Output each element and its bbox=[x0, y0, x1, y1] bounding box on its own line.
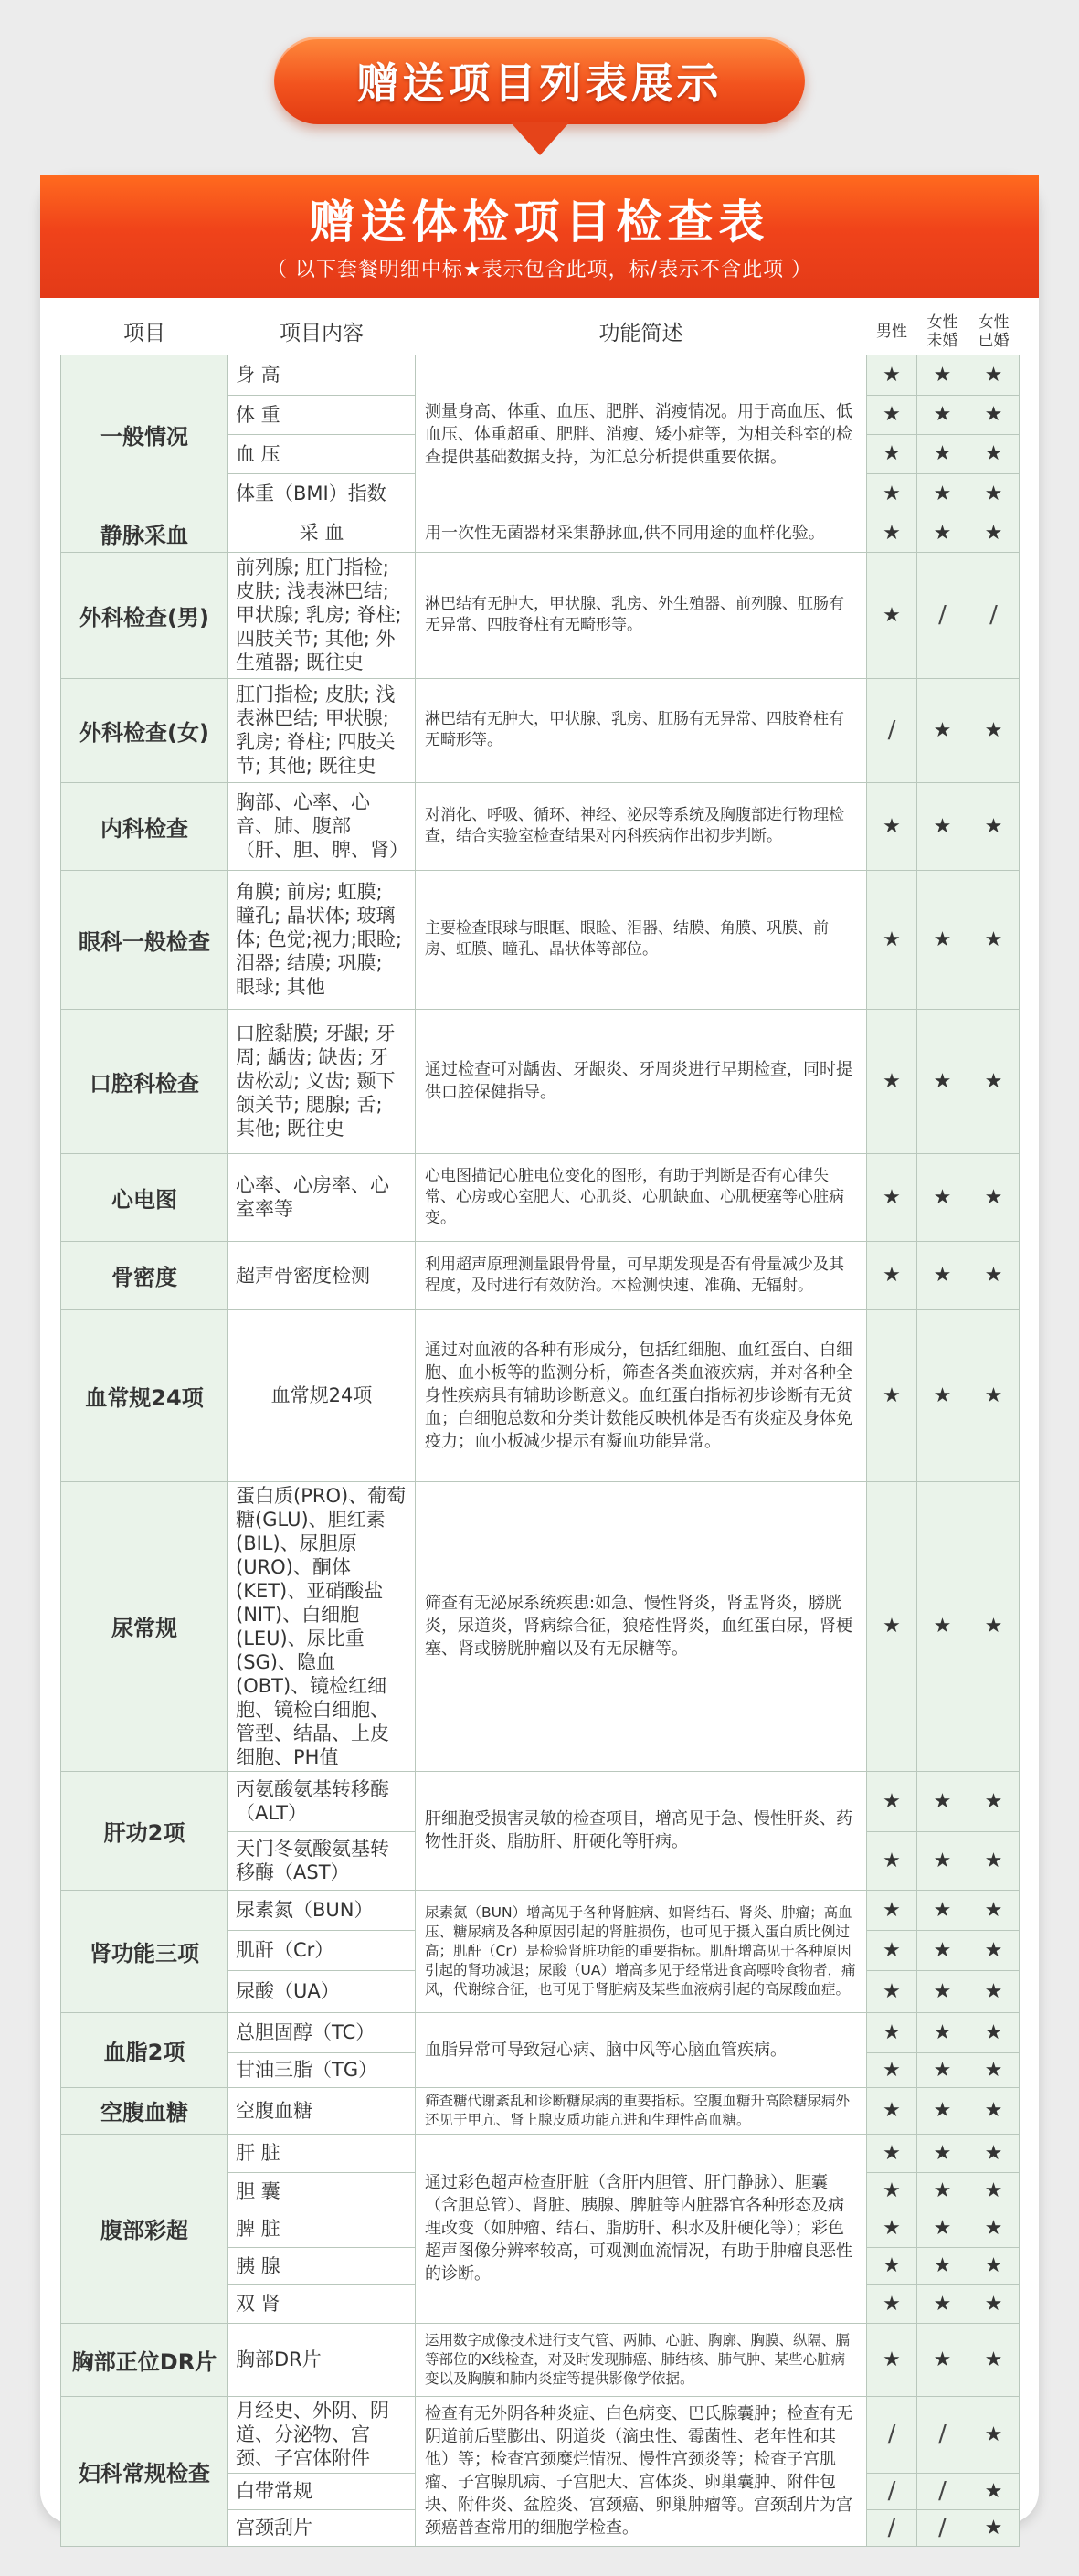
item-cell: 胸部、心率、心音、肺、腹部（肝、胆、脾、肾） bbox=[228, 782, 416, 870]
mark-male: ★ bbox=[867, 2323, 917, 2396]
description-cell: 通过检查可对龋齿、牙龈炎、牙周炎进行早期检查，同时提供口腔保健指导。 bbox=[416, 1009, 867, 1153]
mark-male: ★ bbox=[867, 1970, 917, 2012]
category-cell: 尿常规 bbox=[61, 1481, 228, 1771]
mark-male: ★ bbox=[867, 473, 917, 514]
mark-female-married: ★ bbox=[968, 2247, 1020, 2284]
item-cell: 宫颈刮片 bbox=[228, 2509, 416, 2546]
item-cell: 血 压 bbox=[228, 434, 416, 473]
item-cell: 心率、心房率、心室率等 bbox=[228, 1153, 416, 1241]
mark-male: ★ bbox=[867, 2247, 917, 2284]
mark-female-unmarried: ★ bbox=[917, 2052, 968, 2087]
mark-female-unmarried: ★ bbox=[917, 1831, 968, 1890]
mark-female-married: ★ bbox=[968, 2134, 1020, 2172]
mark-male: ★ bbox=[867, 1241, 917, 1309]
table-row bbox=[61, 782, 1020, 870]
mark-female-married: ★ bbox=[968, 2473, 1020, 2509]
description-cell: 淋巴结有无肿大，甲状腺、乳房、外生殖器、前列腺、肛肠有无异常、四肢脊柱有无畸形等。 bbox=[416, 552, 867, 678]
description-cell: 心电图描记心脏电位变化的图形，有助于判断是否有心律失常、心房或心室肥大、心肌炎、心肌缺血、心肌梗塞等心脏病变。 bbox=[416, 1153, 867, 1241]
mark-male: ★ bbox=[867, 1153, 917, 1241]
mark-male: / bbox=[867, 2396, 917, 2473]
mark-female-married: ★ bbox=[968, 2012, 1020, 2052]
table-row bbox=[61, 1890, 1020, 1930]
mark-male: ★ bbox=[867, 2284, 917, 2323]
category-cell: 心电图 bbox=[61, 1153, 228, 1241]
header-male: 男性 bbox=[867, 309, 917, 355]
header-female-unmarried bbox=[917, 309, 968, 355]
mark-female-married: ★ bbox=[968, 2052, 1020, 2087]
header-female-married bbox=[968, 309, 1020, 355]
table-row bbox=[61, 514, 1020, 552]
category-cell: 口腔科检查 bbox=[61, 1009, 228, 1153]
mark-female-unmarried: / bbox=[917, 2396, 968, 2473]
table-row bbox=[61, 1771, 1020, 1831]
table-row bbox=[61, 2134, 1020, 2172]
mark-male: ★ bbox=[867, 1930, 917, 1970]
mark-male: ★ bbox=[867, 2172, 917, 2210]
mark-female-unmarried: ★ bbox=[917, 1771, 968, 1831]
mark-female-unmarried: ★ bbox=[917, 2134, 968, 2172]
title-banner bbox=[274, 37, 805, 124]
mark-female-unmarried: / bbox=[917, 2473, 968, 2509]
mark-female-married: ★ bbox=[968, 782, 1020, 870]
mark-female-unmarried: ★ bbox=[917, 2323, 968, 2396]
item-cell: 丙氨酸氨基转移酶（ALT） bbox=[228, 1771, 416, 1831]
table-row bbox=[61, 355, 1020, 395]
mark-female-married: ★ bbox=[968, 473, 1020, 514]
category-cell: 空腹血糖 bbox=[61, 2087, 228, 2134]
category-cell: 静脉采血 bbox=[61, 514, 228, 552]
mark-female-unmarried: ★ bbox=[917, 2172, 968, 2210]
mark-male: / bbox=[867, 2473, 917, 2509]
mark-male: ★ bbox=[867, 355, 917, 395]
table-body bbox=[61, 355, 1020, 2546]
card-header bbox=[40, 175, 1039, 298]
mark-female-married: ★ bbox=[968, 1153, 1020, 1241]
description-cell: 筛查糖代谢紊乱和诊断糖尿病的重要指标。空腹血糖升高除糖尿病外还见于甲亢、肾上腺皮质功能亢进和生理性高血糖。 bbox=[416, 2087, 867, 2134]
item-cell: 采 血 bbox=[228, 514, 416, 552]
item-cell: 肝 脏 bbox=[228, 2134, 416, 2172]
mark-female-married: ★ bbox=[968, 2172, 1020, 2210]
mark-female-unmarried: ★ bbox=[917, 2210, 968, 2247]
mark-female-unmarried: ★ bbox=[917, 434, 968, 473]
category-cell: 一般情况 bbox=[61, 355, 228, 514]
description-cell: 筛查有无泌尿系统疾患:如急、慢性肾炎，肾盂肾炎，膀胱炎，尿道炎，肾病综合征，狼疮性肾炎，血红蛋白尿，肾梗塞、肾或膀胱肿瘤以及有无尿糖等。 bbox=[416, 1481, 867, 1771]
mark-male: ★ bbox=[867, 2012, 917, 2052]
mark-female-married: ★ bbox=[968, 1009, 1020, 1153]
mark-male: ★ bbox=[867, 870, 917, 1009]
header-project: 项目 bbox=[61, 309, 228, 355]
mark-male: ★ bbox=[867, 2052, 917, 2087]
item-cell: 胸部DR片 bbox=[228, 2323, 416, 2396]
category-cell: 外科检查(女) bbox=[61, 678, 228, 782]
item-cell: 超声骨密度检测 bbox=[228, 1241, 416, 1309]
mark-female-unmarried: ★ bbox=[917, 1009, 968, 1153]
mark-male: ★ bbox=[867, 2210, 917, 2247]
mark-male: ★ bbox=[867, 782, 917, 870]
card-title: 赠送体检项目检查表 bbox=[309, 196, 770, 249]
mark-female-married: ★ bbox=[968, 2087, 1020, 2134]
category-cell: 血脂2项 bbox=[61, 2012, 228, 2087]
mark-female-married: ★ bbox=[968, 2396, 1020, 2473]
item-cell: 体 重 bbox=[228, 395, 416, 434]
table-row bbox=[61, 552, 1020, 678]
mark-female-unmarried: / bbox=[917, 552, 968, 678]
mark-female-married: / bbox=[968, 552, 1020, 678]
mark-female-unmarried: ★ bbox=[917, 1241, 968, 1309]
mark-female-married: ★ bbox=[968, 2509, 1020, 2546]
table-row bbox=[61, 2323, 1020, 2396]
mark-male: ★ bbox=[867, 1309, 917, 1481]
table-row bbox=[61, 1481, 1020, 1771]
mark-female-unmarried: ★ bbox=[917, 1890, 968, 1930]
table-row bbox=[61, 1153, 1020, 1241]
item-cell: 白带常规 bbox=[228, 2473, 416, 2509]
mark-female-unmarried: ★ bbox=[917, 2012, 968, 2052]
mark-female-married: ★ bbox=[968, 2323, 1020, 2396]
item-cell: 身 高 bbox=[228, 355, 416, 395]
category-cell: 外科检查(男) bbox=[61, 552, 228, 678]
mark-female-married: ★ bbox=[968, 1481, 1020, 1771]
header-desc: 功能简述 bbox=[416, 309, 867, 355]
header-female-married-text: 女性已婚 bbox=[978, 313, 1010, 350]
item-cell: 口腔黏膜; 牙龈; 牙周; 龋齿; 缺齿; 牙齿松动; 义齿; 颞下颌关节; 腮腺; 舌; 其他; 既往史 bbox=[228, 1009, 416, 1153]
mark-male: ★ bbox=[867, 1009, 917, 1153]
mark-female-unmarried: ★ bbox=[917, 1970, 968, 2012]
table-row bbox=[61, 1241, 1020, 1309]
banner-text: 赠送项目列表展示 bbox=[356, 58, 723, 108]
mark-female-married: ★ bbox=[968, 1771, 1020, 1831]
item-cell: 总胆固醇（TC） bbox=[228, 2012, 416, 2052]
mark-female-married: ★ bbox=[968, 1831, 1020, 1890]
category-cell: 肾功能三项 bbox=[61, 1890, 228, 2012]
mark-male: ★ bbox=[867, 2087, 917, 2134]
mark-female-married: ★ bbox=[968, 2284, 1020, 2323]
mark-female-unmarried: ★ bbox=[917, 355, 968, 395]
mark-male: ★ bbox=[867, 434, 917, 473]
mark-female-unmarried: ★ bbox=[917, 1153, 968, 1241]
description-cell: 用一次性无菌器材采集静脉血,供不同用途的血样化验。 bbox=[416, 514, 867, 552]
mark-female-married: ★ bbox=[968, 514, 1020, 552]
category-cell: 内科检查 bbox=[61, 782, 228, 870]
item-cell: 甘油三脂（TG） bbox=[228, 2052, 416, 2087]
mark-female-married: ★ bbox=[968, 395, 1020, 434]
description-cell: 对消化、呼吸、循环、神经、泌尿等系统及胸腹部进行物理检查，结合实验室检查结果对内科疾病作出初步判断。 bbox=[416, 782, 867, 870]
item-cell: 胰 腺 bbox=[228, 2247, 416, 2284]
item-cell: 月经史、外阴、阴道、分泌物、宫颈、子宫体附件 bbox=[228, 2396, 416, 2473]
category-cell: 妇科常规检查 bbox=[61, 2396, 228, 2546]
mark-female-married: ★ bbox=[968, 1241, 1020, 1309]
card-subtitle: （ 以下套餐明细中标★表示包含此项，标/表示不含此项 ） bbox=[266, 259, 813, 281]
item-cell: 脾 脏 bbox=[228, 2210, 416, 2247]
mark-female-unmarried: ★ bbox=[917, 2247, 968, 2284]
description-cell: 淋巴结有无肿大，甲状腺、乳房、肛肠有无异常、四肢脊柱有无畸形等。 bbox=[416, 678, 867, 782]
item-cell: 胆 囊 bbox=[228, 2172, 416, 2210]
mark-female-unmarried: ★ bbox=[917, 2284, 968, 2323]
header-female-unmarried-text: 女性未婚 bbox=[926, 313, 958, 350]
mark-female-unmarried: ★ bbox=[917, 395, 968, 434]
item-cell: 角膜; 前房; 虹膜; 瞳孔; 晶状体; 玻璃体; 色觉;视力;眼睑;泪器; 结膜; 巩膜; 眼球; 其他 bbox=[228, 870, 416, 1009]
item-cell: 蛋白质(PRO)、葡萄糖(GLU)、胆红素(BIL)、尿胆原(URO)、酮体(KET)、亚硝酸盐(NIT)、白细胞(LEU)、尿比重(SG)、隐血(OBT)、镜检红细胞、镜检白细胞、管型、结晶、上皮细胞、PH值 bbox=[228, 1481, 416, 1771]
item-cell: 肛门指检; 皮肤; 浅表淋巴结; 甲状腺; 乳房; 脊柱; 四肢关节; 其他; 既往史 bbox=[228, 678, 416, 782]
category-cell: 腹部彩超 bbox=[61, 2134, 228, 2323]
table-header-row bbox=[61, 309, 1020, 355]
mark-male: ★ bbox=[867, 1771, 917, 1831]
description-cell: 主要检查眼球与眼眶、眼睑、泪器、结膜、角膜、巩膜、前房、虹膜、瞳孔、晶状体等部位。 bbox=[416, 870, 867, 1009]
mark-female-unmarried: ★ bbox=[917, 2087, 968, 2134]
description-cell: 通过对血液的各种有形成分，包括红细胞、血红蛋白、白细胞、血小板等的监测分析，筛查各类血液疾病，并对各种全身性疾病具有辅助诊断意义。血红蛋白指标初步诊断有无贫血；白细胞总数和分类计数能反映机体是否有炎症及身体免疫力；血小板减少提示有凝血功能异常。 bbox=[416, 1309, 867, 1481]
mark-male: ★ bbox=[867, 514, 917, 552]
mark-female-unmarried: ★ bbox=[917, 782, 968, 870]
item-cell: 肌酐（Cr） bbox=[228, 1930, 416, 1970]
mark-male: ★ bbox=[867, 2134, 917, 2172]
category-cell: 血常规24项 bbox=[61, 1309, 228, 1481]
description-cell: 利用超声原理测量跟骨骨量，可早期发现是否有骨量减少及其程度，及时进行有效防治。本检测快速、准确、无辐射。 bbox=[416, 1241, 867, 1309]
mark-female-married: ★ bbox=[968, 2210, 1020, 2247]
description-cell: 检查有无外阴各种炎症、白色病变、巴氏腺囊肿；检查有无阴道前后壁膨出、阴道炎（滴虫性、霉菌性、老年性和其他）等；检查宫颈糜烂情况、慢性宫颈炎等；检查子宫肌瘤、子宫腺肌病、子宫肥大、宫体炎、卵巢囊肿、附件包块、附件炎、盆腔炎、宫颈癌、卵巢肿瘤等。宫颈刮片为宫颈癌普查常用的细胞学检查。 bbox=[416, 2396, 867, 2546]
mark-female-married: ★ bbox=[968, 1890, 1020, 1930]
mark-female-married: ★ bbox=[968, 355, 1020, 395]
mark-female-married: ★ bbox=[968, 1930, 1020, 1970]
table-row bbox=[61, 870, 1020, 1009]
description-cell: 测量身高、体重、血压、肥胖、消瘦情况。用于高血压、低血压、体重超重、肥胖、消瘦、矮小症等，为相关科室的检查提供基础数据支持，为汇总分析提供重要依据。 bbox=[416, 355, 867, 514]
mark-female-unmarried: / bbox=[917, 2509, 968, 2546]
mark-male: ★ bbox=[867, 1481, 917, 1771]
checklist-card bbox=[40, 175, 1039, 2541]
mark-female-unmarried: ★ bbox=[917, 1930, 968, 1970]
mark-male: / bbox=[867, 678, 917, 782]
table-row bbox=[61, 2087, 1020, 2134]
item-cell: 空腹血糖 bbox=[228, 2087, 416, 2134]
item-cell: 前列腺; 肛门指检; 皮肤; 浅表淋巴结; 甲状腺; 乳房; 脊柱; 四肢关节; 其他; 外生殖器; 既往史 bbox=[228, 552, 416, 678]
mark-female-married: ★ bbox=[968, 1970, 1020, 2012]
table-row bbox=[61, 2012, 1020, 2052]
mark-male: ★ bbox=[867, 1831, 917, 1890]
mark-female-unmarried: ★ bbox=[917, 870, 968, 1009]
mark-female-unmarried: ★ bbox=[917, 1309, 968, 1481]
category-cell: 胸部正位DR片 bbox=[61, 2323, 228, 2396]
description-cell: 通过彩色超声检查肝脏（含肝内胆管、肝门静脉）、胆囊（含胆总管）、肾脏、胰腺、脾脏等内脏器官各种形态及病理改变（如肿瘤、结石、脂肪肝、积水及肝硬化等）；彩色超声图像分辨率较高，可观测血流情况，有助于肿瘤良恶性的诊断。 bbox=[416, 2134, 867, 2323]
table-row bbox=[61, 678, 1020, 782]
category-cell: 眼科一般检查 bbox=[61, 870, 228, 1009]
category-cell: 肝功2项 bbox=[61, 1771, 228, 1890]
description-cell: 尿素氮（BUN）增高见于各种肾脏病、如肾结石、肾炎、肿瘤；高血压、糖尿病及各种原因引起的肾脏损伤，也可见于摄入蛋白质比例过高；肌酐（Cr）是检验肾脏功能的重要指标。肌酐增高见于各种原因引起的肾功减退；尿酸（UA）增高多见于经常进食高嘌呤食物者，痛风，代谢综合征，也可见于肾脏病及某些血液病引起的高尿酸血症。 bbox=[416, 1890, 867, 2012]
description-cell: 运用数字成像技术进行支气管、两肺、心脏、胸廓、胸膜、纵隔、膈等部位的X线检查，对及时发现肺癌、肺结核、肺气肿、某些心脏病变以及胸膜和肺内炎症等提供影像学依据。 bbox=[416, 2323, 867, 2396]
mark-male: ★ bbox=[867, 552, 917, 678]
mark-female-unmarried: ★ bbox=[917, 678, 968, 782]
table-row bbox=[61, 1309, 1020, 1481]
item-cell: 血常规24项 bbox=[228, 1309, 416, 1481]
mark-male: ★ bbox=[867, 1890, 917, 1930]
description-cell: 血脂异常可导致冠心病、脑中风等心脑血管疾病。 bbox=[416, 2012, 867, 2087]
mark-female-unmarried: ★ bbox=[917, 1481, 968, 1771]
description-cell: 肝细胞受损害灵敏的检查项目，增高见于急、慢性肝炎、药物性肝炎、脂肪肝、肝硬化等肝病。 bbox=[416, 1771, 867, 1890]
mark-male: ★ bbox=[867, 395, 917, 434]
mark-female-unmarried: ★ bbox=[917, 514, 968, 552]
item-cell: 体重（BMI）指数 bbox=[228, 473, 416, 514]
category-cell: 骨密度 bbox=[61, 1241, 228, 1309]
mark-male: / bbox=[867, 2509, 917, 2546]
mark-female-married: ★ bbox=[968, 434, 1020, 473]
exam-table bbox=[60, 309, 1020, 2547]
item-cell: 尿素氮（BUN） bbox=[228, 1890, 416, 1930]
mark-female-unmarried: ★ bbox=[917, 473, 968, 514]
mark-female-married: ★ bbox=[968, 678, 1020, 782]
item-cell: 双 肾 bbox=[228, 2284, 416, 2323]
header-content: 项目内容 bbox=[228, 309, 416, 355]
item-cell: 尿酸（UA） bbox=[228, 1970, 416, 2012]
mark-female-married: ★ bbox=[968, 1309, 1020, 1481]
item-cell: 天门冬氨酸氨基转移酶（AST） bbox=[228, 1831, 416, 1890]
mark-female-married: ★ bbox=[968, 870, 1020, 1009]
table-row bbox=[61, 2396, 1020, 2473]
table-row bbox=[61, 1009, 1020, 1153]
